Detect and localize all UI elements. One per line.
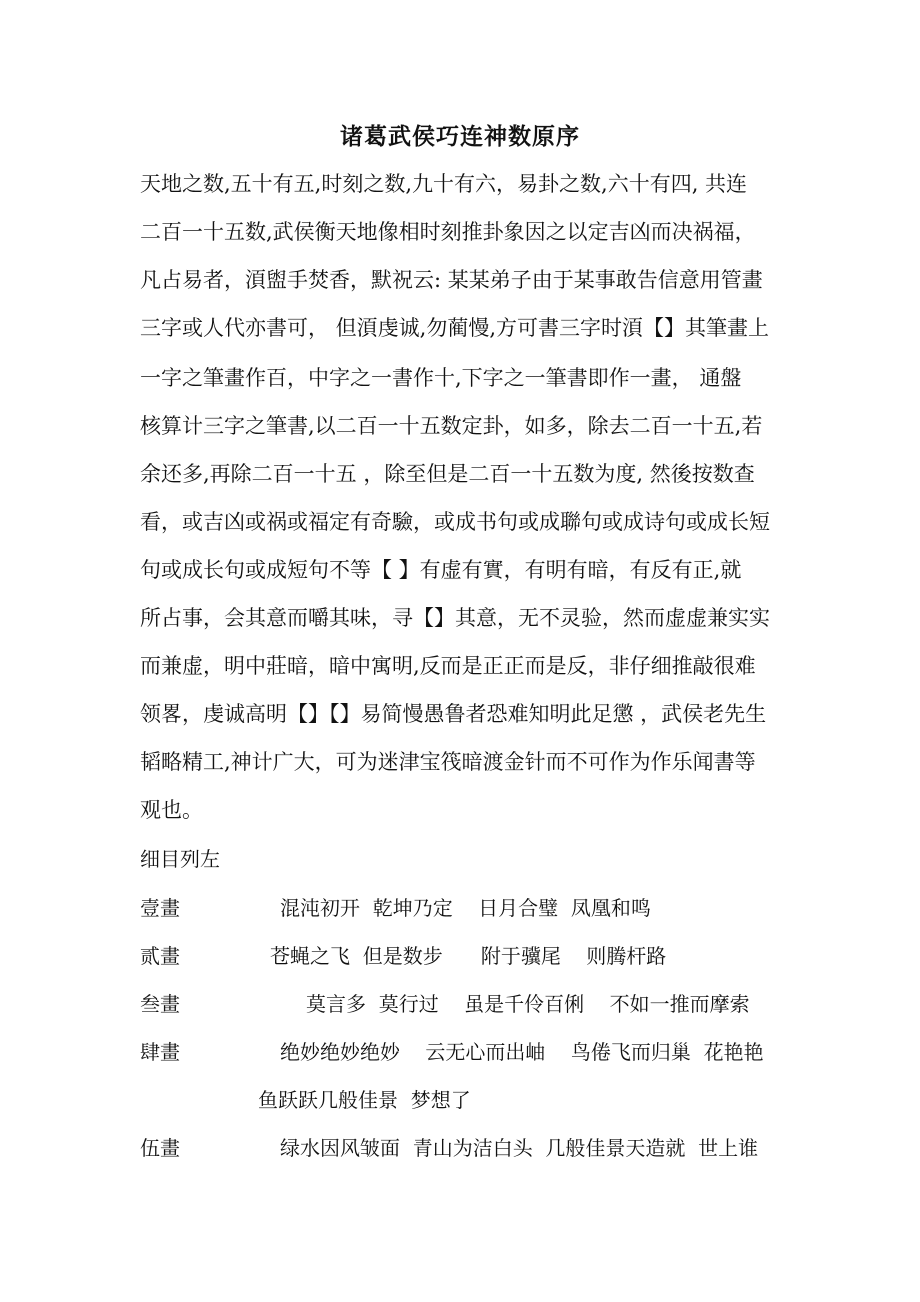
entry-label: 贰畫 [140, 944, 180, 968]
entry-text-continuation: 鱼跃跃几般佳景 梦想了 [258, 1088, 471, 1112]
paragraph-line: 二百一十五数,武侯衡天地像相时刻推卦象因之以定吉凶而决祸福， [140, 220, 756, 244]
paragraph-line: 韬略精工,神计广大，可为迷津宝筏暗渡金针而不可作为作乐闻書等 [140, 750, 756, 774]
entry-text: 绝妙绝妙绝妙 云无心而出岫 鸟倦飞而归巢 花艳艳 [280, 1040, 764, 1064]
paragraph-line: 天地之数,五十有五,时刻之数,九十有六，易卦之数,六十有四, 共连 [140, 172, 748, 196]
paragraph-line: 余还多,再除二百一十五 ，除至但是二百一十五数为度, 然後按数查 [140, 462, 755, 486]
paragraph-line: 一字之筆畫作百，中字之一書作十,下字之一筆書即作一畫， 通盤 [140, 366, 742, 390]
entry-text: 绿水因风皱面 青山为洁白头 几般佳景天造就 世上谁 [280, 1136, 759, 1160]
paragraph-line: 观也。 [140, 798, 203, 822]
entry-label: 叁畫 [140, 992, 180, 1016]
paragraph-line: 领畧，虔诚高明【】【】易简慢愚鲁者恐难知明此足懲 ，武侯老先生 [140, 702, 767, 726]
entry-label: 壹畫 [140, 896, 180, 920]
entry-text: 苍蝇之飞 但是数步 附于骥尾 则腾杆路 [270, 944, 667, 968]
entry-label: 肆畫 [140, 1040, 180, 1064]
paragraph-line: 看，或吉凶或祸或福定有奇驗，或成书句或成聯句或成诗句或成长短 [140, 510, 770, 534]
section-heading: 细目列左 [140, 847, 220, 871]
entry-label: 伍畫 [140, 1136, 180, 1160]
entry-text: 混沌初开 乾坤乃定 日月合璧 凤凰和鸣 [280, 896, 651, 920]
entry-text: 莫言多 莫行过 虽是千伶百俐 不如一推而摩索 [306, 992, 750, 1016]
paragraph-line: 三字或人代亦書可， 但湏虔诚,勿蔺慢,方可書三字时湏【】其筆畫上 [140, 316, 770, 340]
paragraph-line: 句或成长句或成短句不等【 】有虚有實，有明有暗，有反有正,就 [140, 558, 742, 582]
paragraph-line: 凡占易者，湏盥手焚香，默祝云: 某某弟子由于某事敢告信意用管畫 [140, 268, 763, 292]
document-title: 诸葛武侯巧连神数原序 [340, 123, 580, 150]
paragraph-line: 而兼虚，明中莊暗，暗中寓明,反而是正正而是反，非仔细推敲很难 [140, 654, 756, 678]
paragraph-line: 所占事，会其意而嚼其味，寻【】其意，无不灵验，然而虚虚兼实实 [140, 606, 770, 630]
paragraph-line: 核算计三字之筆書,以二百一十五数定卦，如多，除去二百一十五,若 [140, 414, 763, 438]
